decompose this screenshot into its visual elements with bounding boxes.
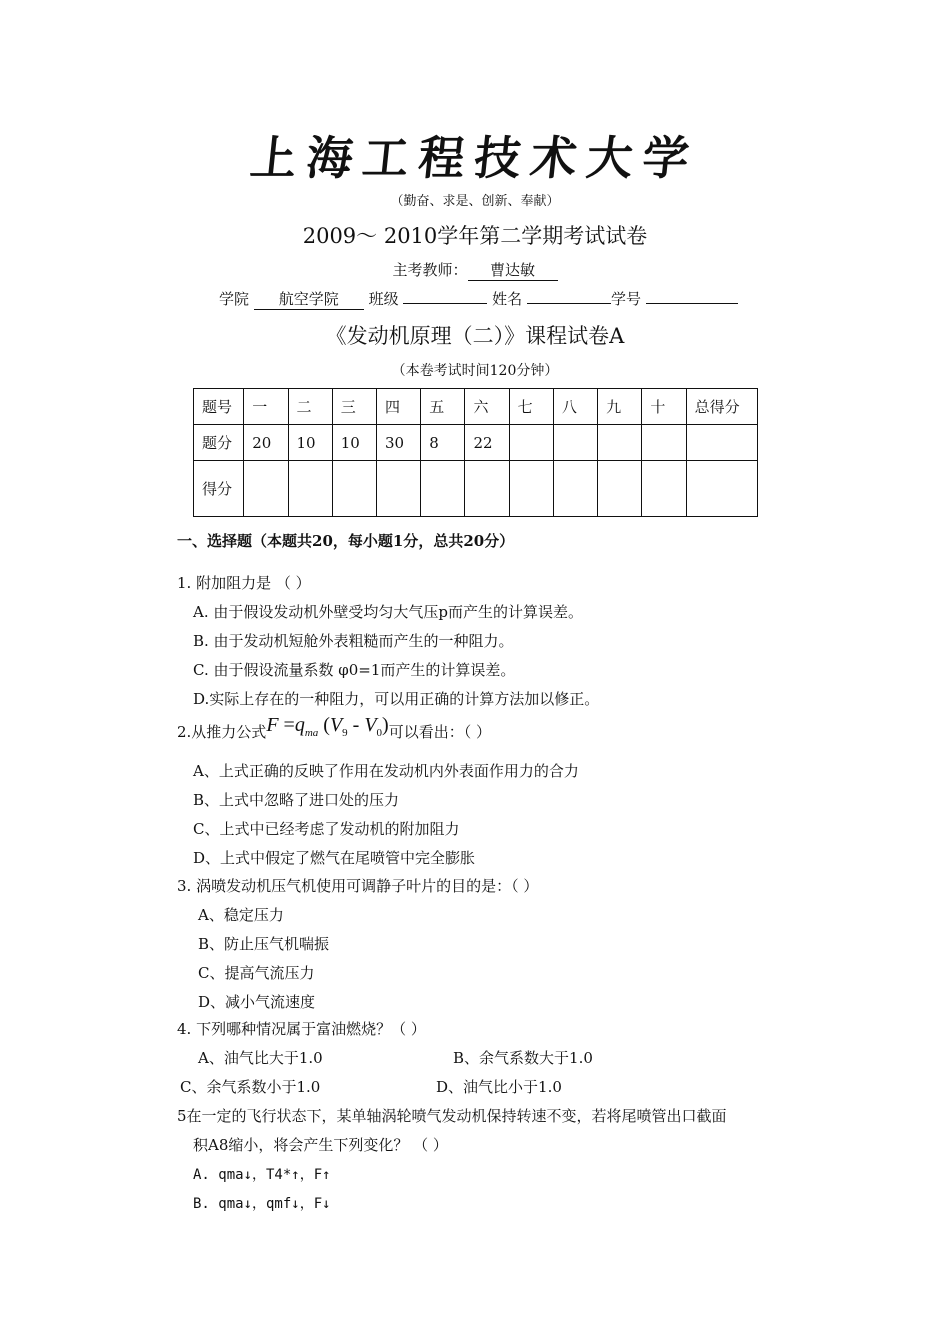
formula-subscript: 0 (376, 727, 383, 739)
question-3-stem: 3. 涡喷发动机压气机使用可调静子叶片的目的是：（ ） (177, 877, 539, 895)
question-2-option-b: B、上式中忽略了进口处的压力 (193, 791, 400, 809)
university-motto: （勤奋、求是、创新、奉献） (390, 194, 560, 209)
table-cell: 总得分 (686, 389, 757, 425)
question-2-suffix: 可以看出：（ ） (388, 723, 491, 741)
section-title: 一、选择题（本题共20，每小题1分，总共20分） (177, 532, 515, 550)
question-4-stem: 4. 下列哪种情况属于富油燃烧？（ ） (177, 1020, 426, 1038)
question-4-option-a: A、油气比大于1.0 (198, 1049, 323, 1067)
table-cell: 十 (642, 389, 686, 425)
table-cell: 10 (332, 425, 376, 461)
table-row-question-numbers (194, 389, 758, 425)
course-title: 《发动机原理（二）》课程试卷A (325, 324, 625, 348)
question-3-option-c: C、提高气流压力 (198, 964, 315, 982)
question-2-option-a: A、上式正确的反映了作用在发动机内外表面作用力的合力 (193, 762, 579, 780)
formula-symbol: - (347, 714, 365, 736)
table-cell: 九 (598, 389, 642, 425)
table-cell: 一 (244, 389, 288, 425)
college-value: 航空学院 (254, 288, 364, 310)
score-input-cell[interactable] (376, 461, 420, 517)
score-input-cell[interactable] (332, 461, 376, 517)
table-cell: 得分 (194, 461, 244, 517)
table-cell: 五 (421, 389, 465, 425)
score-input-cell[interactable] (598, 461, 642, 517)
student-id-field[interactable] (646, 303, 738, 304)
thrust-formula (266, 714, 389, 739)
question-5-stem-line1: 5在一定的飞行状态下，某单轴涡轮喷气发动机保持转速不变，若将尾喷管出口截面 (177, 1107, 727, 1125)
table-cell (509, 425, 553, 461)
formula-symbol: = (278, 714, 295, 736)
exam-title: 2009～ 2010学年第二学期考试试卷 (302, 224, 648, 248)
class-label: 班级 (368, 290, 399, 308)
question-1-stem: 1. 附加阻力是 （ ） (177, 574, 311, 592)
score-input-cell[interactable] (686, 461, 757, 517)
class-field[interactable] (403, 303, 487, 304)
table-row-scores (194, 461, 758, 517)
formula-symbol: V (329, 714, 343, 736)
formula-symbol: F (266, 714, 279, 736)
table-cell: 三 (332, 389, 376, 425)
formula-symbol: ( (318, 714, 330, 736)
question-1-option-d: D.实际上存在的一种阻力，可以用正确的计算方法加以修正。 (193, 690, 600, 708)
table-cell: 二 (288, 389, 332, 425)
table-cell: 题分 (194, 425, 244, 461)
teacher-name: 曹达敏 (468, 259, 558, 281)
question-3-option-a: A、稳定压力 (198, 906, 284, 924)
student-info-line (219, 288, 738, 310)
formula-subscript: ma (304, 727, 319, 739)
table-cell: 七 (509, 389, 553, 425)
table-cell: 题号 (194, 389, 244, 425)
question-4-option-b: B、余气系数大于1.0 (453, 1049, 593, 1067)
table-cell: 八 (553, 389, 597, 425)
table-cell: 8 (421, 425, 465, 461)
question-5-stem-line2: 积A8缩小，将会产生下列变化？ （ ） (193, 1136, 448, 1154)
question-3-option-b: B、防止压气机喘振 (198, 935, 330, 953)
formula-symbol: q (294, 714, 305, 736)
college-label: 学院 (219, 290, 250, 308)
table-cell: 20 (244, 425, 288, 461)
university-logo: 上海工程技术大学 (247, 131, 702, 185)
question-4-option-d: D、油气比小于1.0 (436, 1078, 562, 1096)
question-3-option-d: D、减小气流速度 (198, 993, 316, 1011)
question-5-option-a: A. qma↓，T4*↑，F↑ (193, 1167, 331, 1183)
score-input-cell[interactable] (553, 461, 597, 517)
table-cell: 10 (288, 425, 332, 461)
formula-subscript: 9 (342, 727, 348, 739)
table-cell: 22 (465, 425, 509, 461)
score-table (193, 388, 758, 517)
table-cell (598, 425, 642, 461)
question-4-option-c: C、余气系数小于1.0 (180, 1078, 321, 1096)
question-1-option-b: B. 由于发动机短舱外表粗糙而产生的一种阻力。 (193, 632, 514, 650)
table-cell (642, 425, 686, 461)
question-1-option-c: C. 由于假设流量系数 φ0=1而产生的计算误差。 (193, 661, 516, 679)
score-input-cell[interactable] (421, 461, 465, 517)
table-cell: 四 (376, 389, 420, 425)
question-1-option-a: A. 由于假设发动机外壁受均匀大气压p而产生的计算误差。 (193, 603, 583, 621)
name-label: 姓名 (492, 290, 523, 308)
table-cell: 六 (465, 389, 509, 425)
table-cell (686, 425, 757, 461)
score-input-cell[interactable] (465, 461, 509, 517)
score-input-cell[interactable] (288, 461, 332, 517)
question-2-prefix: 2.从推力公式 (177, 723, 267, 741)
score-input-cell[interactable] (642, 461, 686, 517)
question-2-option-c: C、上式中已经考虑了发动机的附加阻力 (193, 820, 460, 838)
formula-symbol: ) (382, 714, 389, 736)
question-5-option-b: B. qma↓，qmf↓，F↓ (193, 1196, 331, 1212)
table-row-points (194, 425, 758, 461)
teacher-label: 主考教师： (392, 261, 468, 279)
formula-symbol: V (364, 714, 377, 736)
score-input-cell[interactable] (244, 461, 288, 517)
teacher-line (0, 259, 950, 281)
question-2-stem (177, 714, 491, 745)
exam-time-note: （本卷考试时间120分钟） (391, 363, 559, 379)
name-field[interactable] (527, 303, 611, 304)
table-cell (553, 425, 597, 461)
question-2-option-d: D、上式中假定了燃气在尾喷管中完全膨胀 (193, 849, 476, 867)
score-input-cell[interactable] (509, 461, 553, 517)
table-cell: 30 (376, 425, 420, 461)
id-label: 学号 (610, 290, 641, 308)
